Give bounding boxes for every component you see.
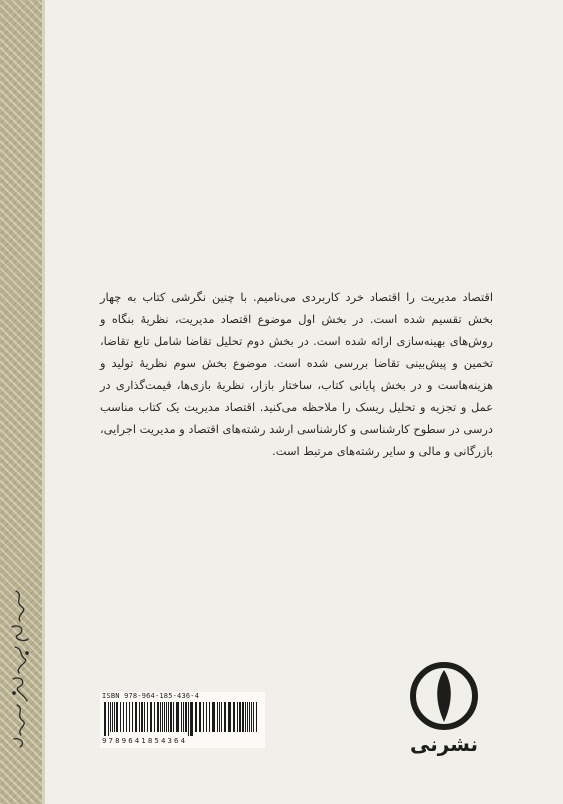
barcode-bar: [123, 702, 124, 732]
barcode-bar: [168, 702, 169, 732]
barcode-bar: [120, 702, 121, 732]
barcode-bar: [170, 702, 172, 732]
barcode-bar: [245, 702, 246, 732]
barcode-digits: 9789641854364: [102, 736, 188, 745]
barcode-bar: [176, 702, 179, 732]
barcode-bar: [114, 702, 115, 732]
barcode-bar: [181, 702, 182, 732]
barcode-bar: [206, 702, 207, 732]
barcode-bar: [199, 702, 201, 732]
barcode-bar: [233, 702, 235, 732]
spine-edge: [42, 0, 45, 804]
barcode-bar: [112, 702, 113, 732]
barcode-bar: [166, 702, 167, 732]
barcode-bar: [110, 702, 111, 732]
barcode-bar: [209, 702, 210, 732]
publisher-name: نشرنی: [409, 732, 479, 756]
barcode-bar: [217, 702, 218, 732]
barcode-bar: [164, 702, 165, 732]
barcode-bar: [239, 702, 241, 732]
barcode-bar: [224, 702, 226, 732]
barcode-bar: [139, 702, 140, 732]
signature-mark-icon: [4, 580, 38, 755]
barcode-bar: [173, 702, 174, 732]
back-cover-blurb: [100, 286, 493, 462]
barcode-bar: [256, 702, 257, 732]
blurb-paragraph: اقتصاد مدیریت را اقتصاد خرد کاربردی می‌نامیم. با چنین نگرشی کتاب به چهار بخش تقسیم شده است. در بخش اول موضوع اقتصاد مدیریت، نظریهٔ بنگاه و روش‌های بهینه‌سازی ارائه شده است. در بخش دوم تحلیل تقاضا شامل تابع تقاضا، تخمین و پیش‌بینی تقاضا بررسی شده است. موضوع بخش سوم نظریهٔ تولید و هزینه‌هاست و در بخش پایانی کتاب، ساختار بازار، نظریهٔ بازی‌ها، قیمت‌گذاری در عمل و تجزیه و تحلیل ریسک را ملاحظه می‌کنید. اقتصاد مدیریت یک کتاب مناسب درسی در سطوح کارشناسی و کارشناسی ارشد رشته‌های اقتصاد و مدیریت اجرایی، بازرگانی و مالی و سایر رشته‌های مرتبط است.: [100, 290, 493, 458]
publisher-mark: [404, 660, 484, 760]
barcode-bar: [221, 702, 222, 732]
isbn-barcode-block: [100, 692, 265, 748]
barcode-bar: [219, 702, 220, 732]
barcode-bar: [242, 702, 244, 732]
barcode-bar: [183, 702, 184, 732]
barcode-bar: [237, 702, 238, 732]
barcode-bar: [249, 702, 250, 732]
barcode-bar: [116, 702, 118, 732]
barcode-bars: [102, 702, 262, 736]
barcode-bar: [228, 702, 231, 732]
barcode-bar: [253, 702, 254, 732]
barcode-bar: [126, 702, 127, 732]
barcode-bar: [108, 702, 109, 736]
barcode-bar: [141, 702, 143, 732]
reed-in-circle-icon: [407, 660, 481, 732]
barcode-bar: [144, 702, 145, 732]
barcode-bar: [154, 702, 155, 732]
barcode-bar: [157, 702, 159, 732]
barcode-bar: [251, 702, 252, 732]
barcode-bar: [195, 702, 197, 732]
barcode-bar: [132, 702, 133, 732]
barcode-bar: [188, 702, 189, 736]
barcode-bar: [135, 702, 137, 732]
isbn-label: ISBN 978-964-185-436-4: [102, 692, 200, 700]
barcode-bar: [203, 702, 204, 732]
barcode-bar: [185, 702, 187, 732]
barcode-bar: [212, 702, 215, 732]
barcode-bar: [162, 702, 163, 732]
barcode-bar: [147, 702, 148, 732]
barcode-bar: [150, 702, 152, 732]
barcode-bar: [160, 702, 161, 732]
barcode-bar: [247, 702, 248, 732]
barcode-bar: [129, 702, 130, 732]
barcode-bar: [190, 702, 193, 736]
barcode-bar: [104, 702, 106, 736]
